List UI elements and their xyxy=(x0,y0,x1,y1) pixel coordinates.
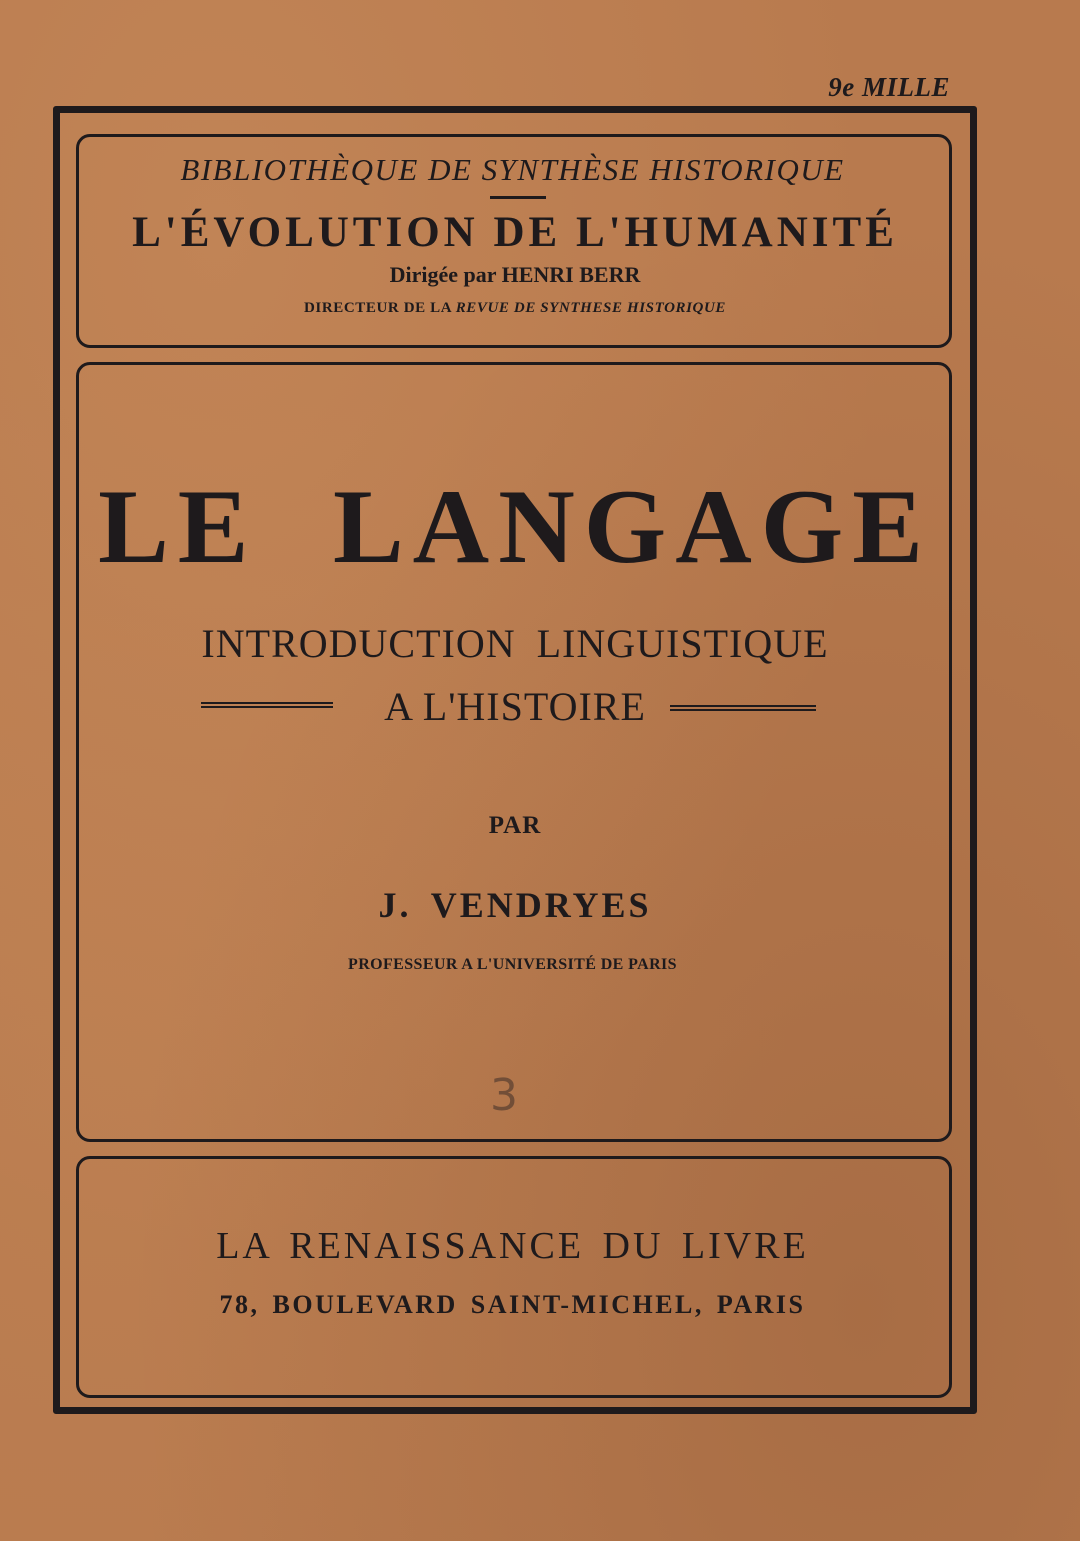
director-title-prefix: DIRECTEUR DE LA xyxy=(303,300,452,316)
director-title xyxy=(0,300,1030,317)
series-library: BIBLIOTHÈQUE DE SYNTHÈSE HISTORIQUE xyxy=(180,152,845,187)
publisher-panel xyxy=(76,1156,952,1398)
director-title-review: REVUE DE SYNTHESE HISTORIQUE xyxy=(455,300,727,316)
series-collection: L'ÉVOLUTION DE L'HUMANITÉ xyxy=(132,209,898,256)
series-director: Dirigée par HENRI BERR xyxy=(389,262,641,287)
book-title: LE LANGAGE xyxy=(98,468,932,585)
publisher-address: 78, BOULEVARD SAINT-MICHEL, PARIS xyxy=(219,1290,806,1319)
author-affiliation: PROFESSEUR A L'UNIVERSITÉ DE PARIS xyxy=(348,956,677,973)
book-subtitle-line1: INTRODUCTION LINGUISTIQUE xyxy=(201,621,829,666)
handwritten-mark: 3 xyxy=(490,1070,518,1121)
author-name: J. VENDRYES xyxy=(378,885,652,925)
subtitle-rule-right xyxy=(670,705,816,711)
edition-label: 9e MILLE xyxy=(828,72,950,102)
publisher-name: LA RENAISSANCE DU LIVRE xyxy=(216,1225,809,1267)
series-divider xyxy=(490,196,546,199)
book-subtitle-line2: A L'HISTOIRE xyxy=(384,684,646,729)
by-label: PAR xyxy=(488,812,542,839)
